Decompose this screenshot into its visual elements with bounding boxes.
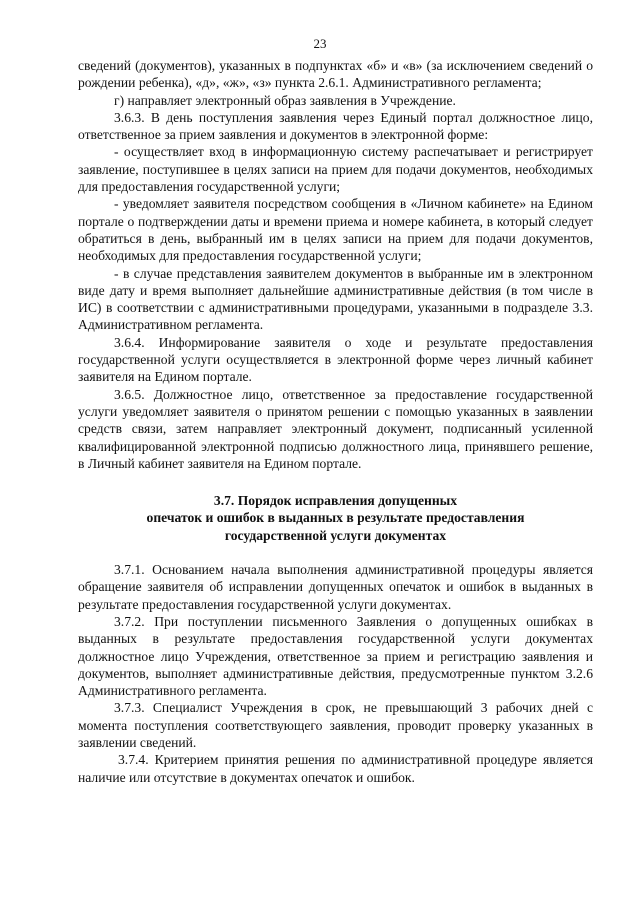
page-number: 23 <box>313 36 327 51</box>
paragraph-continuation: сведений (документов), указанных в подпунктах «б» и «в» (за исключением сведений о рождении ребенка), «д», «ж», «з» пункта 2.6.1. Административного регламента; <box>78 58 593 91</box>
section-heading-line-2: опечаток и ошибок в выданных в результате предоставления <box>146 510 525 526</box>
paragraph-bullet-login: - осуществляет вход в информационную систему распечатывает и регистрирует заявление, поступившее в целях записи на прием для подачи документов, необходимых для предоставления государственной услуги; <box>78 144 593 195</box>
paragraph-3-6-4: 3.6.4. Информирование заявителя о ходе и результате предоставления государственной услуги осуществляется в электронной форме через личный кабинет заявителя на Едином портале. <box>78 334 593 385</box>
section-heading-3-7 <box>78 492 593 544</box>
paragraph-3-7-2: 3.7.2. При поступлении письменного Заявления о допущенных ошибках в выданных в результате предоставления государственной услуги документах должностное лицо Учреждения, ответственное за прием и регистрацию заявления и документов, выполняет административные действия, предусмотренные пунктом 3.2.6 Административного регламента. <box>78 613 593 699</box>
section-heading-line-3: государственной услуги документах <box>224 527 447 543</box>
document-body <box>78 57 593 786</box>
paragraph-bullet-submission: - в случае представления заявителем документов в выбранные им в электронном виде дату и время выполняет дальнейшие административные действия (в том числе в ИС) в соответствии с административными процедурами, указанными в подразделе 3.3. Административном регламента. <box>78 265 593 333</box>
paragraph-3-6-5: 3.6.5. Должностное лицо, ответственное за предоставление государственной услуги уведомляет заявителя о принятом решении с помощью указанных в заявлении средств связи, затем направляет электронный документ, подписанный усиленной квалифицированной электронной подписью должностного лица, принявшего решение, в Личный кабинет заявителя на Едином портале. <box>78 386 593 471</box>
paragraph-3-7-1: 3.7.1. Основанием начала выполнения административной процедуры является обращение заявителя об исправлении допущенных опечаток и ошибок в выданных в результате предоставления государственной услуги документах. <box>78 562 593 612</box>
paragraph-3-7-3: 3.7.3. Специалист Учреждения в срок, не превышающий 3 рабочих дней с момента поступления соответствующего заявления, проводит проверку указанных в заявлении сведений. <box>78 700 593 750</box>
paragraph-3-6-3: 3.6.3. В день поступления заявления через Единый портал должностное лицо, ответственное за прием заявления и документов в электронной форме: <box>78 109 593 143</box>
section-heading-line-1: 3.7. Порядок исправления допущенных <box>213 493 458 509</box>
paragraph-3-7-4: 3.7.4. Критерием принятия решения по административной процедуре является наличие или отсутствие в документах опечаток и ошибок. <box>78 752 593 785</box>
paragraph-item-g: г) направляет электронный образ заявления в Учреждение. <box>114 92 456 108</box>
paragraph-bullet-notify: - уведомляет заявителя посредством сообщения в «Личном кабинете» на Едином портале о подтверждении даты и времени приема и номере кабинета, в который следует обратиться в день, выбранный им в целях записи на прием для подачи документов, необходимых для предоставления государственной услуги; <box>78 196 593 264</box>
